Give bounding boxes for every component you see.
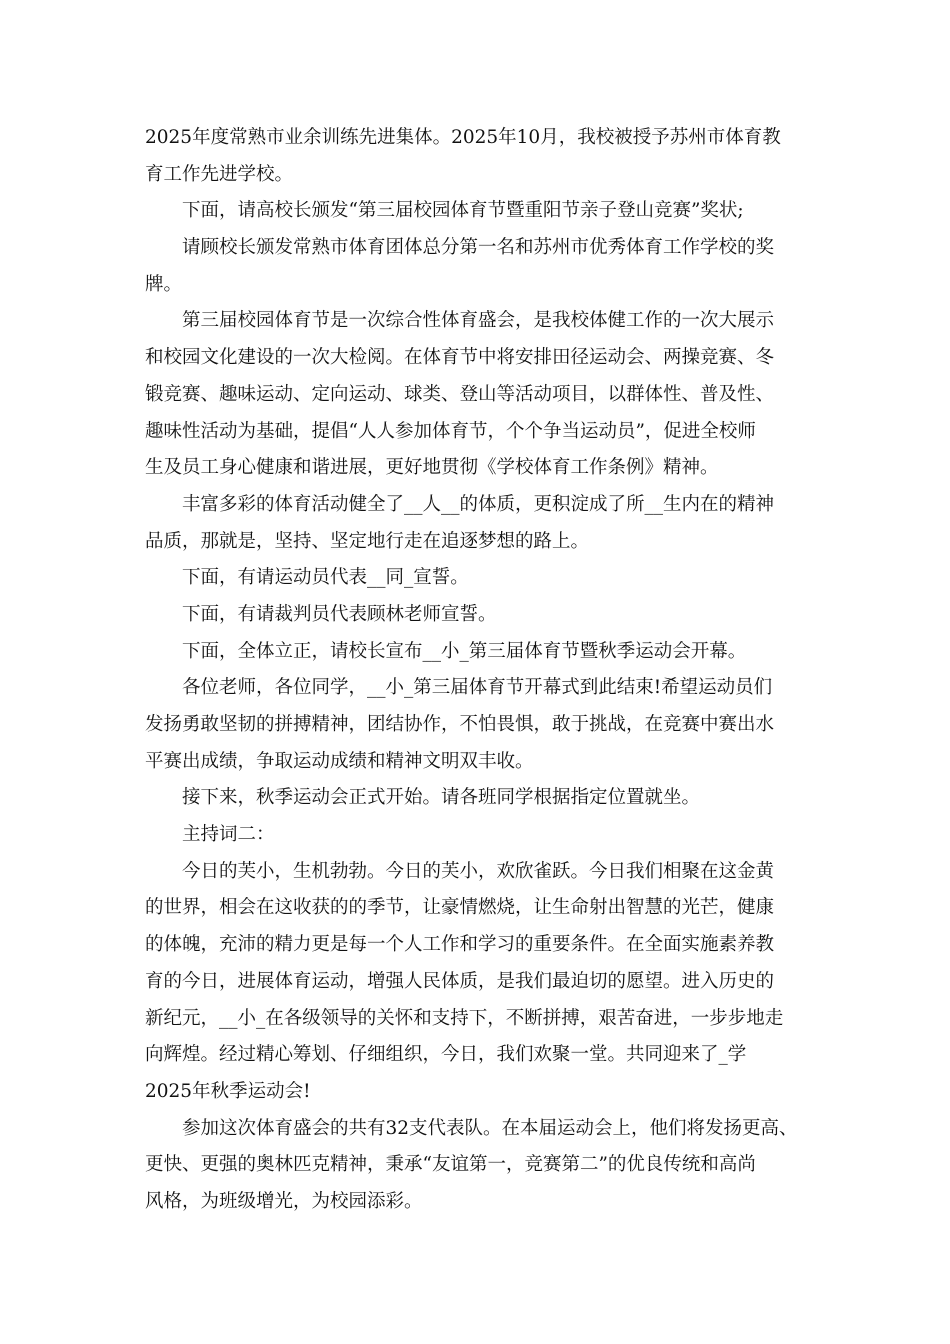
text-line: 下面，有请运动员代表__同_宣誓。: [182, 567, 469, 589]
text-line: 丰富多彩的体育活动健全了__人__的体质，更积淀成了所__生内在的精神: [182, 493, 775, 515]
text-line: 育工作先进学校。: [145, 163, 294, 185]
text-line: 趣味性活动为基础，提倡“人人参加体育节，个个争当运动员”，促进全校师: [145, 420, 756, 442]
text-line: 接下来，秋季运动会正式开始。请各班同学根据指定位置就坐。: [182, 787, 701, 809]
text-line: 的体魄，充沛的精力更是每一个人工作和学习的重要条件。在全面实施素养教: [145, 934, 775, 956]
text-line: 第三届校园体育节是一次综合性体育盛会，是我校体健工作的一次大展示: [182, 310, 775, 332]
text-line: 2025年秋季运动会!: [145, 1080, 311, 1102]
text-line: 品质，那就是，坚持、坚定地行走在追逐梦想的路上。: [145, 530, 590, 552]
text-line: 锻竞赛、趣味运动、定向运动、球类、登山等活动项目，以群体性、普及性、: [145, 383, 775, 405]
text-line: 新纪元，__小_在各级领导的关怀和支持下，不断拼搏，艰苦奋进，一步步地走: [145, 1007, 784, 1029]
text-line: 2025年度常熟市业余训练先进集体。2025年10月，我校被授予苏州市体育教: [145, 127, 781, 148]
text-line: 下面，请高校长颁发“第三届校园体育节暨重阳节亲子登山竞赛”奖状;: [182, 200, 744, 222]
text-line: 向辉煌。经过精心筹划、仔细组织，今日，我们欢聚一堂。共同迎来了_学: [145, 1044, 747, 1066]
text-line: 主持词二：: [182, 824, 275, 846]
text-line: 请顾校长颁发常熟市体育团体总分第一名和苏州市优秀体育工作学校的奖: [182, 237, 775, 259]
text-line: 平赛出成绩，争取运动成绩和精神文明双丰收。: [145, 750, 534, 772]
document-page: [145, 120, 825, 1221]
text-line: 下面，全体立正，请校长宣布__小_第三届体育节暨秋季运动会开幕。: [182, 640, 747, 662]
text-line: 风格，为班级增光，为校园添彩。: [145, 1190, 423, 1212]
text-line: 生及员工身心健康和谐进展，更好地贯彻《学校体育工作条例》精神。: [145, 457, 719, 479]
text-line: 各位老师，各位同学，__小_第三届体育节开幕式到此结束!希望运动员们: [182, 677, 773, 699]
text-line: 牌。: [145, 273, 183, 295]
text-line: 和校园文化建设的一次大检阅。在体育节中将安排田径运动会、两操竞赛、冬: [145, 347, 775, 369]
text-line: 发扬勇敢坚韧的拼搏精神，团结协作，不怕畏惧，敢于挑战，在竞赛中赛出水: [145, 714, 775, 735]
text-line: 下面，有请裁判员代表顾林老师宣誓。: [182, 603, 497, 625]
text-line: 的世界，相会在这收获的的季节，让豪情燃烧，让生命射出智慧的光芒，健康: [145, 897, 775, 919]
text-line: 参加这次体育盛会的共有32支代表队。在本届运动会上，他们将发扬更高、: [182, 1117, 798, 1139]
text-line: 更快、更强的奥林匹克精神，秉承“友谊第一，竞赛第二”的优良传统和高尚: [145, 1154, 756, 1176]
text-line: 育的今日，进展体育运动，增强人民体质，是我们最迫切的愿望。进入历史的: [145, 970, 775, 992]
text-line: 今日的芙小，生机勃勃。今日的芙小，欢欣雀跃。今日我们相聚在这金黄: [182, 860, 775, 882]
